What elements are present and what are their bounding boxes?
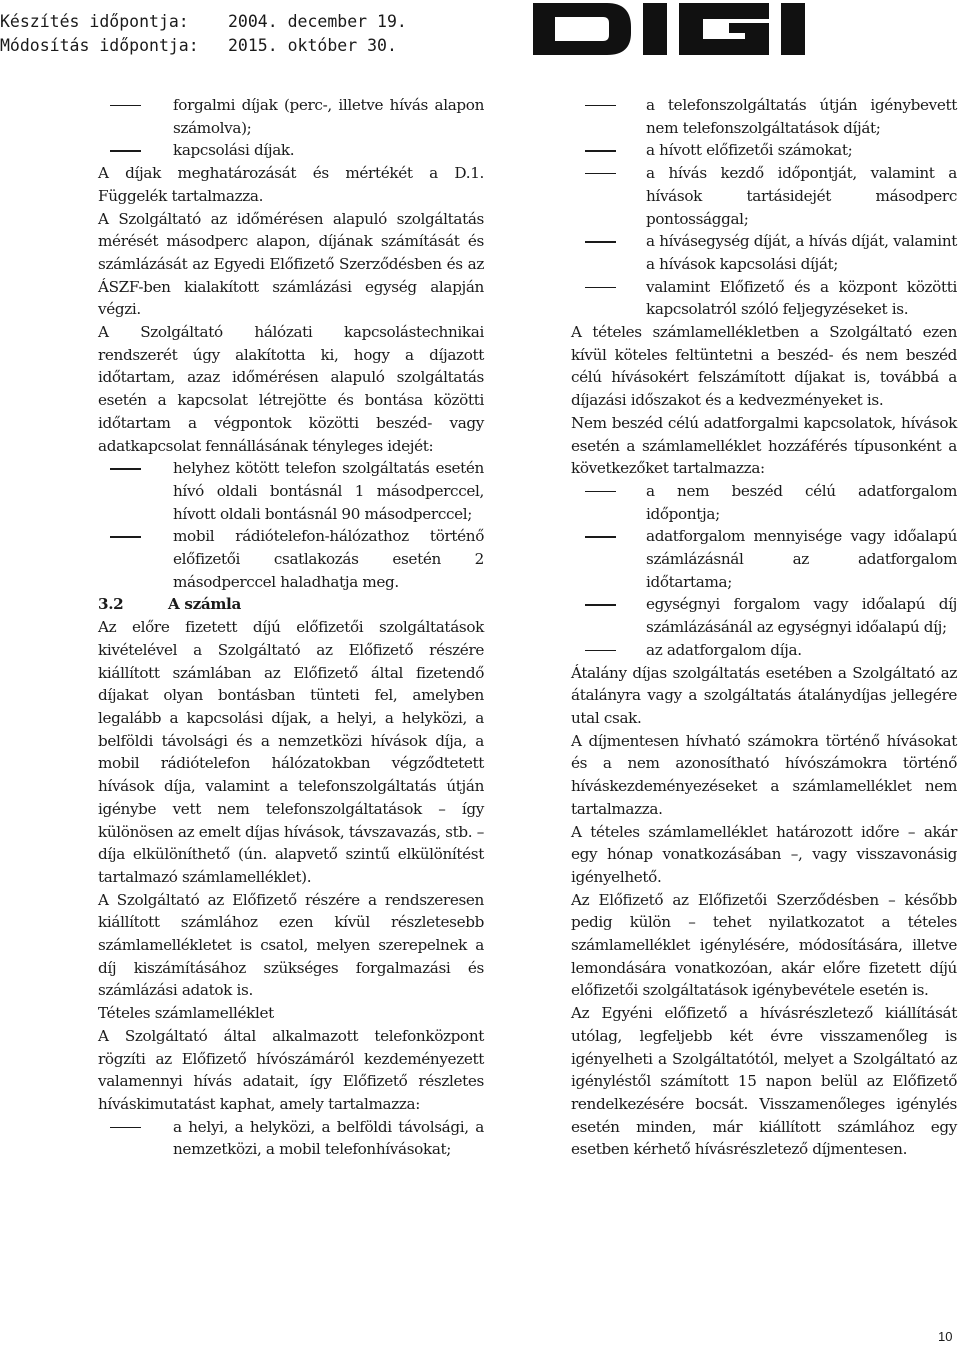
list-item-text: egységnyi forgalom vagy időalapú díj számlázásánál az egységnyi időalapú díj; xyxy=(646,595,957,637)
page-header xyxy=(0,0,960,70)
paragraph: A tételes számlamelléklet határozott időre – akár egy hónap vonatkozásában –, vagy visszavonásig igényelhető. xyxy=(571,822,957,886)
paragraph: A Szolgáltató által alkalmazott telefonközpont rögzíti az Előfizető hívószámáról kezdeményezett valamennyi hívás adatait, így Előfizető részletes híváskimutatást kaphat, amely tartalmazza: xyxy=(98,1026,484,1113)
right-column xyxy=(571,94,957,1161)
list-item-text: a telefonszolgáltatás útján igénybevett nem telefonszolgáltatások díját; xyxy=(646,96,957,137)
dash-list-item xyxy=(98,457,484,525)
list-item-text: adatforgalom mennyisége vagy időalapú számlázásnál az adatforgalom időtartama; xyxy=(646,527,957,591)
digi-logo xyxy=(533,1,863,57)
dash-bullet-icon xyxy=(585,536,616,537)
paragraph: A Szolgáltató az Előfizető részére a rendszeresen kiállított számlához ezen kívül részletesebb számlamellékletet is csatol, melyen szerepelnek a díj kiszámításához szükséges forgalmazási és számlázási adatok is. xyxy=(98,890,484,1000)
section-title: A számla xyxy=(168,595,241,614)
dash-bullet-icon xyxy=(110,536,141,537)
list-item-text: a nem beszéd célú adatforgalom időpontja; xyxy=(646,481,957,523)
dash-bullet-icon xyxy=(585,287,616,288)
dash-bullet-icon xyxy=(585,604,616,605)
paragraph: Tételes számlamelléklet xyxy=(98,1004,274,1023)
dash-list-item xyxy=(98,139,484,162)
dash-bullet-icon xyxy=(585,105,616,106)
dash-list-item xyxy=(571,139,957,162)
dash-bullet-icon xyxy=(585,650,616,651)
dash-bullet-icon xyxy=(110,468,141,469)
dash-list-item xyxy=(571,230,957,275)
paragraph: A díjmentesen hívható számokra történő hívásokat és a nem azonosítható hívószámokra történő híváskezdeményezéseket a számlamelléklet nem tartalmazza. xyxy=(571,731,957,818)
list-item-text: helyhez kötött telefon szolgáltatás esetén hívó oldali bontásnál 1 másodperccel, hívott oldali bontásnál 90 másodperccel; xyxy=(173,459,484,523)
paragraph: Átalány díjas szolgáltatás esetében a Szolgáltató az átalányra vagy a szolgáltatás átalánydíjas jellegére utal csak. xyxy=(571,663,957,727)
dash-list-item xyxy=(571,480,957,525)
list-item-text: a hívott előfizetői számokat; xyxy=(646,141,853,160)
paragraph: Nem beszéd célú adatforgalmi kapcsolatok, hívások esetén a számlamelléklet hozzáférés típusonként a következőket tartalmazza: xyxy=(571,413,957,478)
dash-bullet-icon xyxy=(585,150,616,151)
created-date: 2004. december 19. xyxy=(228,12,407,31)
left-column xyxy=(98,94,484,1161)
dash-list-item xyxy=(571,525,957,593)
created-label: Készítés időpontja: xyxy=(0,12,189,31)
modified-row xyxy=(0,36,397,56)
dash-list-item xyxy=(571,162,957,230)
paragraph: A Szolgáltató hálózati kapcsolástechnikai rendszerét úgy alakította ki, hogy a díjazott időtartam, azaz időmérésen alapuló szolgáltatás esetén a kapcsolat létrejötte és bontása közötti időtartam a végpontok közötti beszéd- vagy adatkapcsolat fennállásának tényleges idejét: xyxy=(98,323,484,455)
modified-label: Módosítás időpontja: xyxy=(0,36,199,55)
dash-list-item xyxy=(98,94,484,139)
paragraph: Az előre fizetett díjú előfizetői szolgáltatások kivételével a Szolgáltató az Előfizető részére kiállított számlában az Előfizető által fizetendő díjakat olyan bontásban tünteti fel, amelyben legalább a kapcsolási díjak, a helyi, a helyközi, a belföldi távolsági és a nemzetközi hívások díja, a mobil rádiótelefon hálózatokban végződtetett hívások díja, valamint a telefonszolgáltatás útján igénybe vett nem telefonszolgáltatások – így különösen az emelt díjas hívások, távszavazás, stb. – díja elkülöníthető (ún. alapvető szintű elkülönítést tartalmazó számlamelléklet). xyxy=(98,618,484,886)
paragraph: Az Előfizető az Előfizetői Szerződésben – később pedig külön – tehet nyilatkozatot a tételes számlamelléklet igénylésére, módosítására, illetve lemondására vonatkozóan, akár előre fizetett díjú előfizetői szolgáltatások igénybevétele esetén is. xyxy=(571,890,957,1000)
list-item-text: mobil rádiótelefon-hálózathoz történő előfizetői csatlakozás esetén 2 másodperccel haladhatja meg. xyxy=(173,527,484,591)
list-item-text: valamint Előfizető és a központ közötti kapcsolatról szóló feljegyzéseket is. xyxy=(646,277,957,319)
list-item-text: a hívásegység díját, a hívás díját, valamint a hívások kapcsolási díját; xyxy=(646,232,957,273)
dash-bullet-icon xyxy=(585,241,616,242)
page-number: 10 xyxy=(938,1329,953,1344)
dash-bullet-icon xyxy=(110,1127,141,1128)
modified-date: 2015. október 30. xyxy=(228,36,397,55)
dash-list-item xyxy=(571,94,957,139)
section-heading xyxy=(98,593,484,616)
dash-list-item xyxy=(571,593,957,638)
dash-bullet-icon xyxy=(110,150,141,151)
dash-list-item xyxy=(571,639,957,662)
list-item-text: forgalmi díjak (perc-, illetve hívás alapon számolva); xyxy=(173,96,484,137)
list-item-text: az adatforgalom díja. xyxy=(646,640,802,659)
dash-bullet-icon xyxy=(585,173,616,174)
paragraph: A díjak meghatározását és mértékét a D.1. Függelék tartalmazza. xyxy=(98,164,484,205)
dash-list-item xyxy=(571,276,957,321)
dash-bullet-icon xyxy=(110,105,141,106)
dash-list-item xyxy=(98,1116,484,1161)
paragraph: Az Egyéni előfizető a hívásrészletező kiállítását utólag, legfeljebb két évre visszamenőleg is igényelheti a Szolgáltatótól, melyet a Szolgáltató az igényléstől számított 15 napon belül az Előfizető rendelkezésére bocsát. Visszamenőleges igénylés esetén minden, már kiállított számlához egy esetben kérhető hívásrészletező díjmentesen. xyxy=(571,1004,957,1159)
section-number: 3.2 xyxy=(98,595,124,614)
created-row xyxy=(0,12,407,32)
dash-list-item xyxy=(98,525,484,593)
dash-bullet-icon xyxy=(585,491,616,492)
list-item-text: a hívás kezdő időpontját, valamint a hívások tartásidejét másodperc pontossággal; xyxy=(646,164,957,228)
list-item-text: a helyi, a helyközi, a belföldi távolsági, a nemzetközi, a mobil telefonhívásokat; xyxy=(173,1117,484,1159)
paragraph: A tételes számlamellékletben a Szolgáltató ezen kívül köteles feltüntetni a beszéd- és nem beszéd célú hívásokért felszámított díjakat is, továbbá a díjazási időszakot és a kedvezményeket is. xyxy=(571,323,957,410)
list-item-text: kapcsolási díjak. xyxy=(173,141,295,160)
paragraph: A Szolgáltató az időmérésen alapuló szolgáltatás mérését másodperc alapon, díjának számítását és számlázását az Egyedi Előfizető Szerződésben és az ÁSZF-ben kialakított számlázási egység alapján végzi. xyxy=(98,209,484,319)
